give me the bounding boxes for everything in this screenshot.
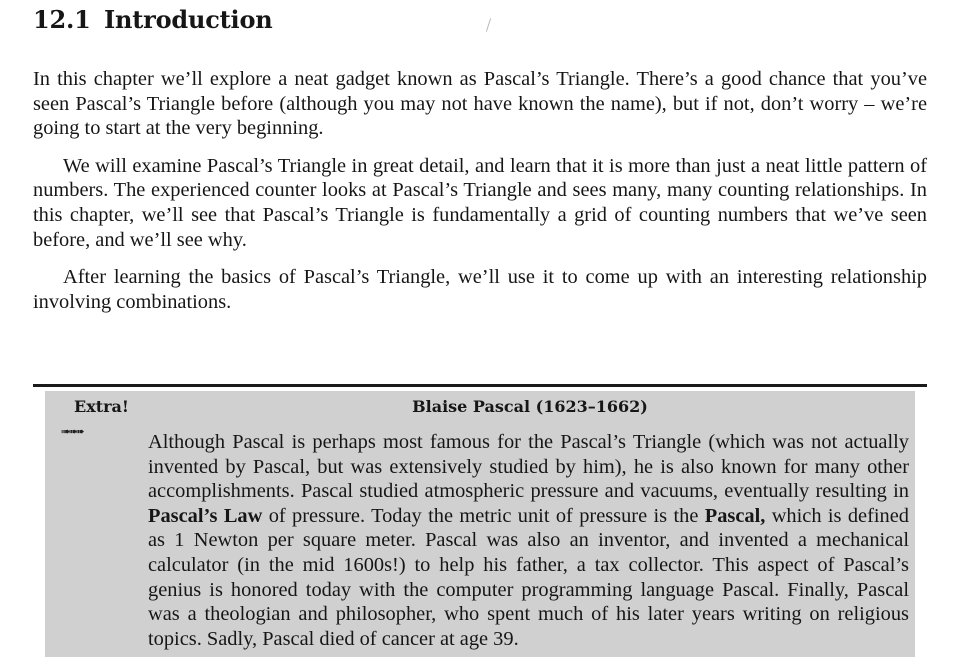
pascal-unit-term: Pascal, [704,504,766,527]
arrow-icon: ➠➠➠ [61,425,83,438]
section-heading [33,4,273,36]
sidebar-top-rule [33,384,927,387]
sidebar-text-part-2: of pressure. Today the metric unit of pressure is the [262,504,705,527]
paragraph-1: In this chapter we’ll explore a neat gadget known as Pascal’s Triangle. There’s a good chance that you’ve seen Pascal’s Triangle before (although you may not have known the name), but if not, don’t worry – we’re going to start at the very beginning. [33,68,927,140]
pascals-law-term: Pascal’s Law [148,504,263,527]
paragraph-3: After learning the basics of Pascal’s Triangle, we’ll use it to come up with an interesting relationship involving combinations. [33,266,927,313]
section-number: 12.1 [33,5,91,34]
extra-label: Extra! [74,397,129,416]
intro-body [33,67,927,327]
sidebar-text-part-3: which is defined as 1 Newton per square meter. Pascal was also an inventor, and invented a mechanical calculator (in the mid 1600s!) to help his father, a tax collector. This aspect of Pascal’s genius is honored today with the computer programming language Pascal. Finally, Pascal was a theologian and philosopher, who spent much of his later years writing on religious topics. Sadly, Pascal died of cancer at age 39. [148,504,909,650]
scan-mark [486,18,491,32]
paragraph-2: We will examine Pascal’s Triangle in great detail, and learn that it is more than just a neat little pattern of numbers. The experienced counter looks at Pascal’s Triangle and sees many, many counting relationships. In this chapter, we’ll see that Pascal’s Triangle is fundamentally a grid of counting numbers that we’ve seen before, and we’ll see why. [33,154,927,251]
sidebar-body [148,430,909,651]
sidebar-title: Blaise Pascal (1623–1662) [412,397,648,416]
sidebar-text-part-1: Although Pascal is perhaps most famous for the Pascal’s Triangle (which was not actually invented by Pascal, but was extensively studied by him), he is also known for many other accomplishments. Pascal studied atmospheric pressure and vacuums, eventually resulting in [148,431,909,503]
section-title: Introduction [104,5,273,34]
